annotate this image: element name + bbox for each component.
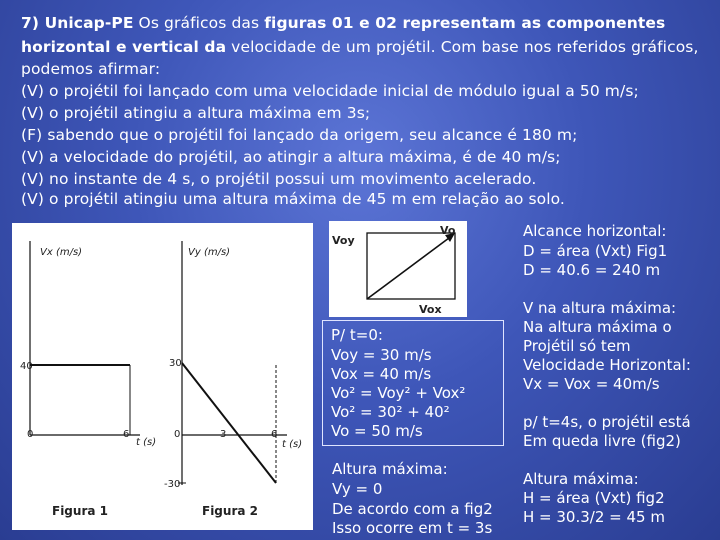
statement-text: o projétil foi lançado com uma velocidade inicial de módulo igual a 50 m/s; [44, 82, 639, 100]
statement-mark: (V) [21, 170, 44, 188]
calc-line: Voy = 30 m/s [331, 346, 432, 364]
statement-5 [21, 170, 536, 189]
statement-2 [21, 104, 370, 123]
calc-line: Vo = 50 m/s [331, 422, 423, 440]
vox-label: Vox [419, 303, 442, 316]
note-line: D = área (Vxt) Fig1 [523, 242, 668, 260]
fig2-x-label: t (s) [282, 439, 303, 450]
note-line: Projétil só tem [523, 337, 631, 355]
question-number: 7) Unicap-PE [21, 14, 134, 32]
note-line: D = 40.6 = 240 m [523, 261, 661, 279]
note-line: H = área (Vxt) fig2 [523, 489, 665, 507]
question-line-2 [21, 38, 699, 57]
note-line: p/ t=4s, o projétil está [523, 413, 691, 431]
note-line: Isso ocorre em t = 3s [332, 519, 493, 537]
fig2-tick-minus30: -30 [164, 479, 181, 490]
statement-text: no instante de 4 s, o projétil possui um movimento acelerado. [44, 170, 537, 188]
velocity-graphs-svg [12, 223, 313, 530]
fig1-tick-0: 0 [27, 429, 34, 440]
vo-vector-arrow [367, 235, 453, 299]
fig1-caption: Figura 1 [52, 504, 108, 518]
fig2-data-line [182, 363, 276, 483]
statement-6 [21, 190, 565, 209]
statement-text: sabendo que o projétil foi lançado da origem, seu alcance é 180 m; [42, 126, 578, 144]
note-line: V na altura máxima: [523, 299, 677, 317]
note-line: H = 30.3/2 = 45 m [523, 508, 665, 526]
vo-label: Vo [440, 224, 456, 237]
statement-mark: (V) [21, 82, 44, 100]
statement-text: o projétil atingiu a altura máxima em 3s; [44, 104, 371, 122]
question-bold-text: figuras 01 e 02 representam as componentes [264, 14, 666, 32]
statement-text: o projétil atingiu uma altura máxima de 45 m em relação ao solo. [44, 190, 565, 208]
statement-1 [21, 82, 639, 101]
fig2-y-label: Vy (m/s) [188, 247, 231, 258]
question-line-1 [21, 14, 665, 33]
statement-3 [21, 126, 577, 145]
statement-mark: (V) [21, 104, 44, 122]
fig1-tick-40: 40 [20, 361, 33, 372]
fig2-tick-0: 0 [174, 429, 181, 440]
calc-line: Vo² = Voy² + Vox² [331, 384, 466, 402]
question-bold-text-2: horizontal e vertical da [21, 38, 227, 56]
statement-mark: (F) [21, 126, 43, 144]
velocity-graphs-figure [12, 223, 313, 530]
calc-line: Vo² = 30² + 40² [331, 403, 450, 421]
voy-label: Voy [332, 234, 355, 247]
velocity-vector-diagram [329, 221, 467, 317]
note-line: Em queda livre (fig2) [523, 432, 681, 450]
fig1-x-label: t (s) [136, 437, 157, 448]
fig1-tick-6: 6 [123, 429, 130, 440]
fig2-tick-3: 3 [220, 429, 227, 440]
note-line: Vx = Vox = 40m/s [523, 375, 660, 393]
initial-velocity-calc-box [322, 320, 504, 446]
question-line-3: podemos afirmar: [21, 60, 161, 78]
fig1-y-label: Vx (m/s) [40, 247, 83, 258]
calc-line: Vox = 40 m/s [331, 365, 432, 383]
question-text: Os gráficos das [133, 14, 265, 32]
fig2-tick-6: 6 [271, 429, 278, 440]
note-line: De acordo com a fig2 [332, 500, 493, 518]
note-line: Na altura máxima o [523, 318, 672, 336]
statement-mark: (V) [21, 148, 44, 166]
note-line: Alcance horizontal: [523, 222, 667, 240]
statement-mark: (V) [21, 190, 44, 208]
fig2-tick-30: 30 [169, 358, 182, 369]
vector-svg [329, 221, 467, 317]
statement-4 [21, 148, 561, 167]
note-line: Altura máxima: [523, 470, 639, 488]
statement-text: a velocidade do projétil, ao atingir a altura máxima, é de 40 m/s; [44, 148, 561, 166]
question-text-2: velocidade de um projétil. Com base nos referidos gráficos, [226, 38, 699, 56]
note-line: Altura máxima: [332, 460, 448, 478]
note-line: Velocidade Horizontal: [523, 356, 691, 374]
fig2-caption: Figura 2 [202, 504, 258, 518]
note-line: Vy = 0 [332, 480, 383, 498]
calc-line: P/ t=0: [331, 326, 383, 344]
